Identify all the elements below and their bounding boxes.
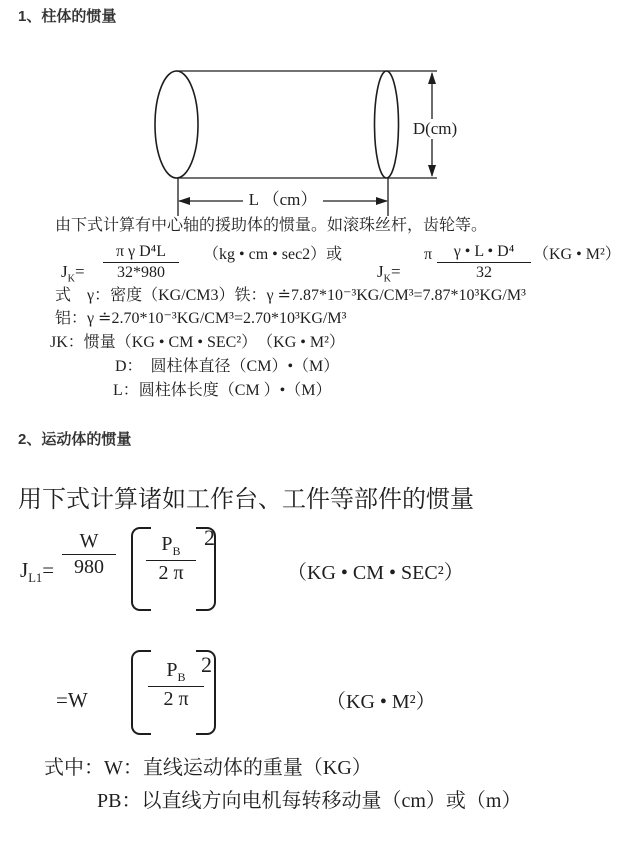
density-note-iron: 式 γ：密度（KG/CM3）铁：γ ≐7.87*10⁻³KG/CM³=7.87*10³KG/M³ xyxy=(55,287,526,304)
formula-jk-si-fraction xyxy=(437,243,531,282)
jl1-symbol: J xyxy=(20,558,29,582)
density-note-aluminum: 铝：γ ≐2.70*10⁻³KG/CM³=2.70*10³KG/M³ xyxy=(55,310,347,327)
section2-intro: 用下式计算诸如工作台、工件等部件的惯量 xyxy=(18,487,474,513)
w-numerator: W xyxy=(79,530,99,552)
formula-b-unit: （KG • M²） xyxy=(326,691,436,713)
l-definition: L：圆柱体长度（CM ）•（M） xyxy=(113,382,332,399)
w-denominator: 980 xyxy=(62,554,116,579)
p-subscript: B xyxy=(172,544,181,558)
p-symbol: P xyxy=(166,659,178,681)
l-arrowhead-left-icon xyxy=(178,197,190,205)
formula-jk-cgs-lhs xyxy=(61,262,85,286)
section1-intro: 由下式计算有中心轴的援助体的惯量。如滚珠丝杆，齿轮等。 xyxy=(55,217,488,234)
jk-subscript: K xyxy=(383,273,391,285)
cgs-denominator: 32*980 xyxy=(103,262,179,282)
formula-jk-si-lhs xyxy=(377,262,401,286)
p-subscript: B xyxy=(177,670,186,684)
section1-heading: 1、柱体的惯量 xyxy=(18,8,117,25)
two-pi-denominator: 2 π xyxy=(146,560,196,585)
formula-a-unit: （KG • CM • SEC²） xyxy=(287,562,464,584)
d-arrowhead-up-icon xyxy=(428,72,436,84)
pb-numerator xyxy=(146,533,196,560)
w-over-980-fraction xyxy=(62,530,116,579)
formula-jk-cgs-unit: （kg • cm • sec2）或 xyxy=(203,246,343,263)
cylinder-right-face xyxy=(375,71,399,178)
jk-subscript: K xyxy=(67,273,75,285)
exponent-2: 2 xyxy=(204,525,215,550)
jk-symbol: J xyxy=(61,262,68,281)
exponent-2: 2 xyxy=(201,652,212,677)
cylinder-left-face xyxy=(155,71,198,178)
equals-sign: = xyxy=(74,262,85,281)
where-w-note: 式中：W：直线运动体的重量（KG） xyxy=(44,757,372,779)
d-arrowhead-down-icon xyxy=(428,165,436,177)
p-symbol: P xyxy=(161,533,173,555)
jk-definition: JK：惯量（KG • CM • SEC²） （KG • M²） xyxy=(50,334,345,351)
formula-jk-si-unit: （KG • M²） xyxy=(533,246,621,263)
formula-jk-cgs-fraction xyxy=(103,243,179,282)
section2-heading: 2、运动体的惯量 xyxy=(18,431,132,448)
si-denominator: 32 xyxy=(437,262,531,282)
formula-jl1-lhs xyxy=(20,558,54,586)
two-pi-denominator: 2 π xyxy=(148,686,204,711)
pi-symbol: π xyxy=(424,246,433,263)
where-pb-note: PB：以直线方向电机每转移动量（cm）或（m） xyxy=(97,790,522,812)
formula-b-lhs: =W xyxy=(56,688,88,712)
equals-sign: = xyxy=(390,262,401,281)
l-arrowhead-right-icon xyxy=(376,197,388,205)
l-dimension-label: L （cm） xyxy=(243,190,323,210)
d-definition: D： 圆柱体直径（CM）•（M） xyxy=(115,358,340,375)
d-dimension-label: D(cm) xyxy=(404,119,466,139)
jk-symbol: J xyxy=(377,262,384,281)
cgs-numerator: π γ D⁴L xyxy=(115,243,167,260)
si-numerator: γ • L • D⁴ xyxy=(453,243,515,260)
equals-sign: = xyxy=(42,558,55,582)
pb-over-2pi-fraction xyxy=(146,533,196,585)
jl1-subscript: L1 xyxy=(28,571,43,586)
